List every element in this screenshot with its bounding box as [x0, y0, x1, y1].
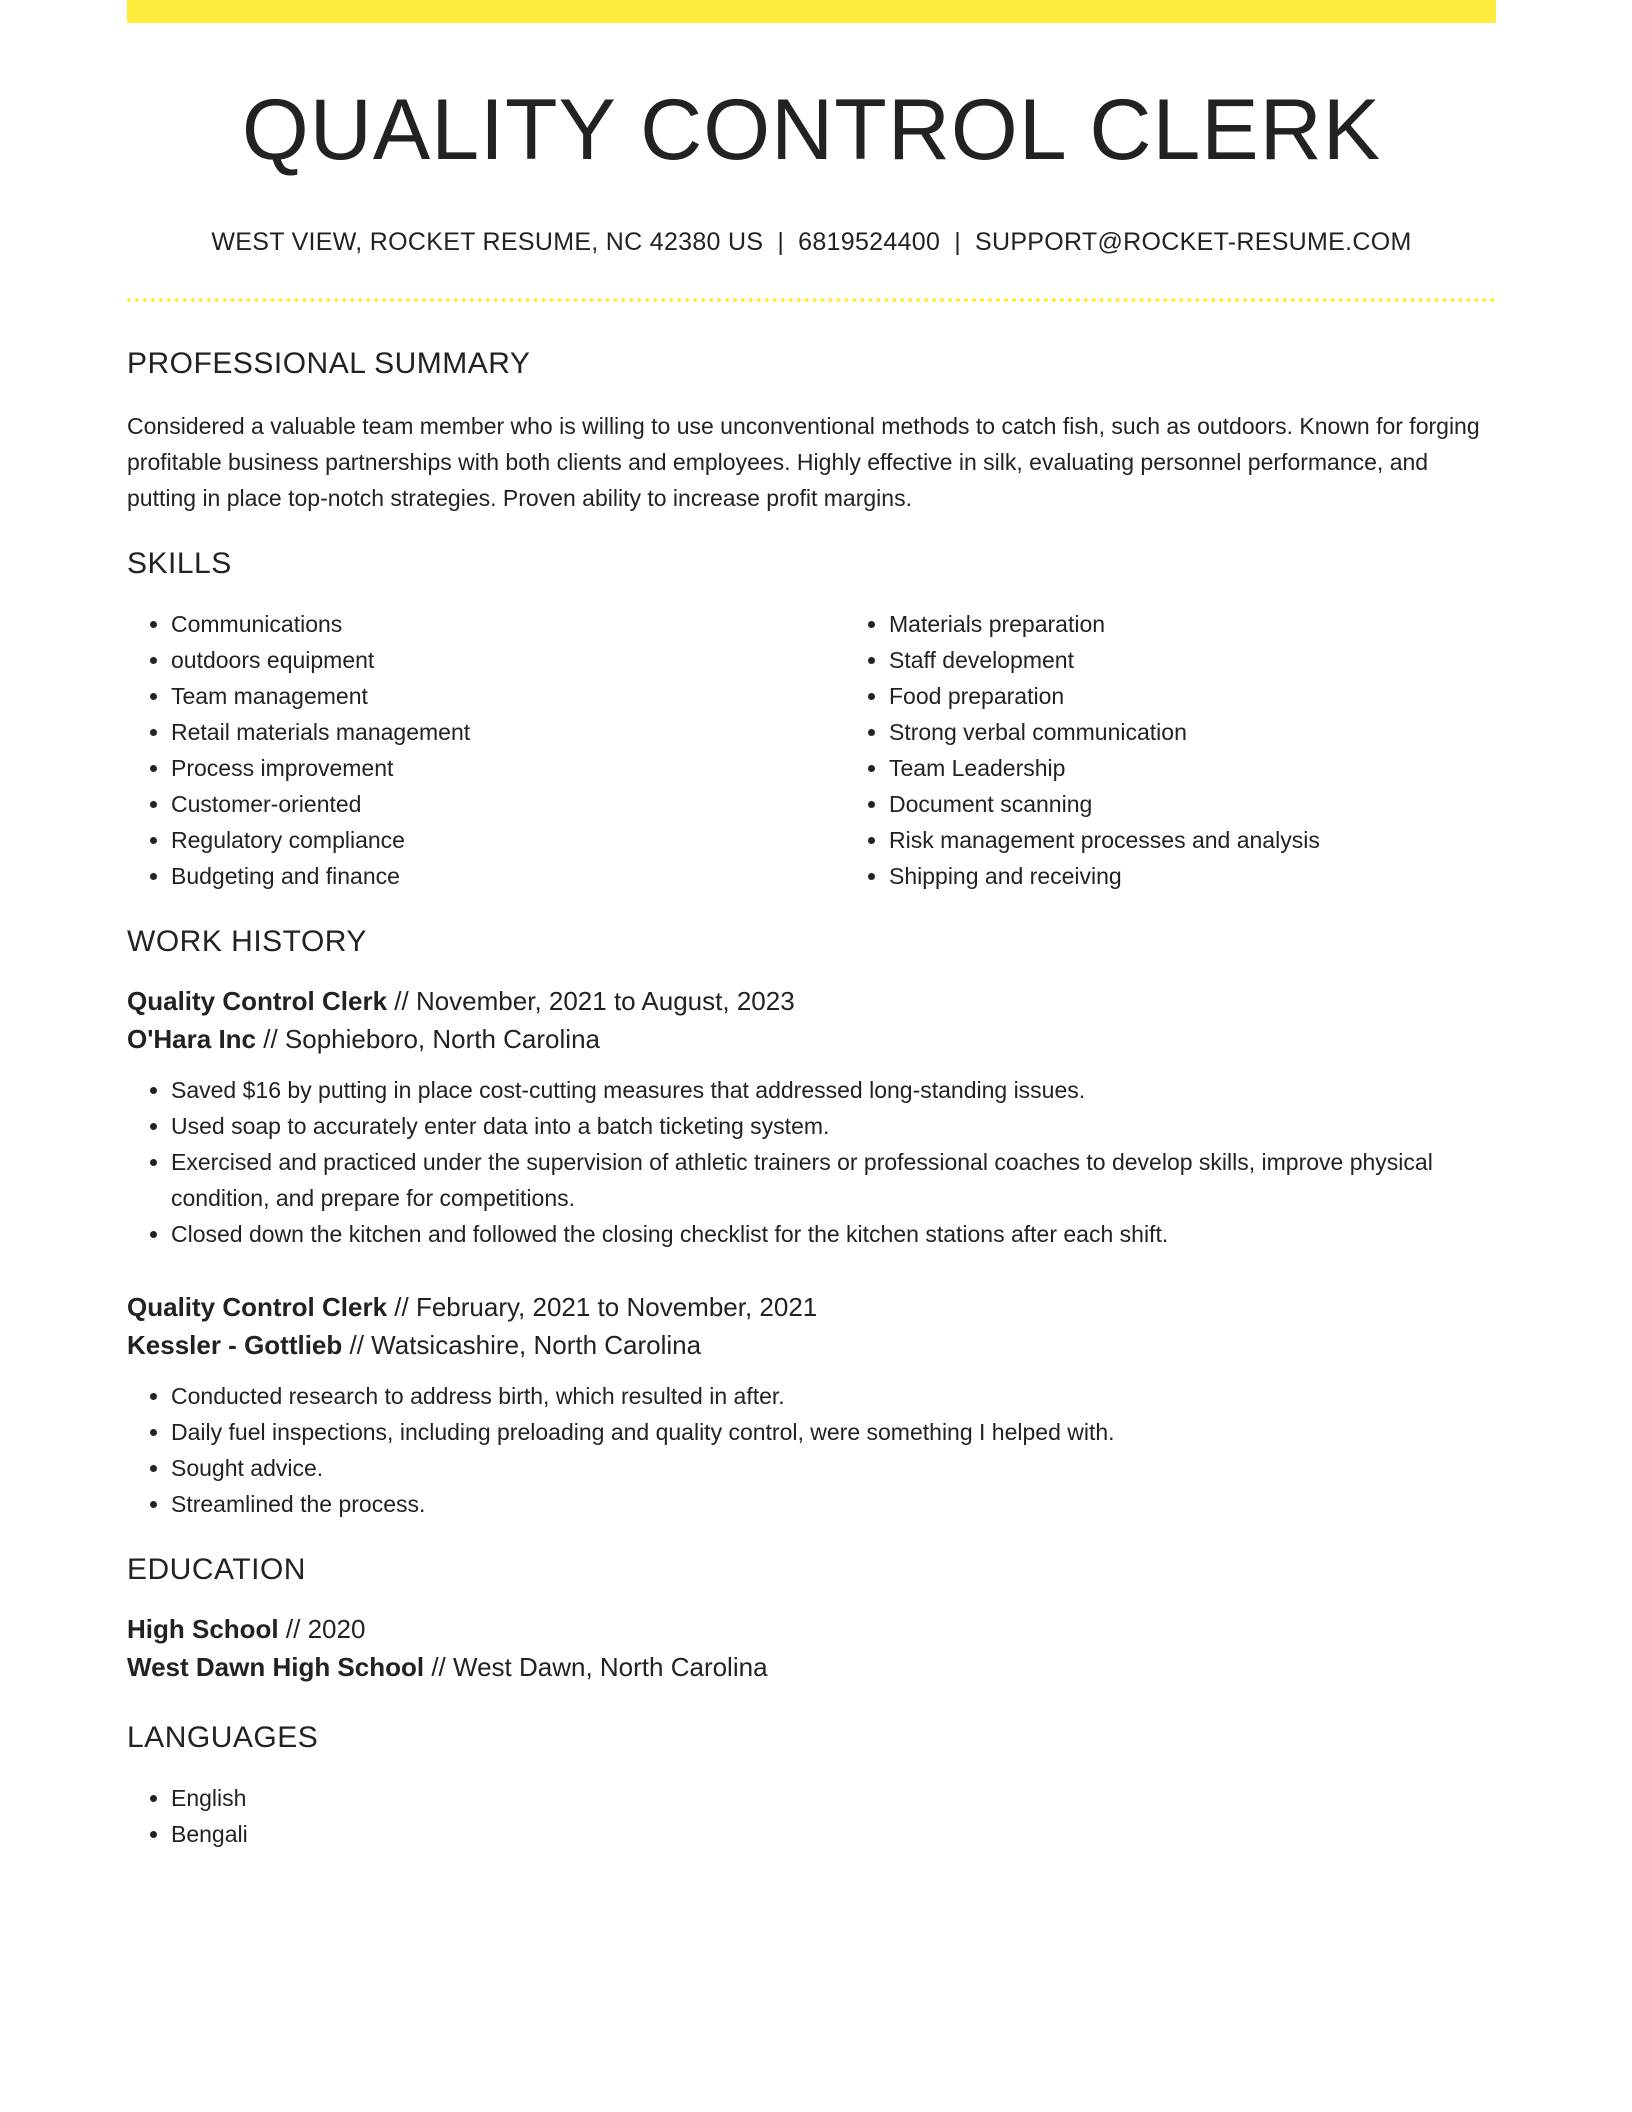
contact-separator: | — [777, 227, 785, 256]
job-bullet: • Saved $16 by putting in place cost-cutting measures that addressed long-standing issues. — [171, 1072, 1496, 1108]
job-location: // Sophieboro, North Carolina — [256, 1024, 600, 1055]
languages-list — [127, 1780, 1496, 1852]
skill-item: • Team Leadership — [889, 750, 1563, 786]
dotted-divider — [127, 298, 1496, 302]
job-role: Quality Control Clerk — [127, 986, 388, 1017]
skill-item: • Team management — [171, 678, 845, 714]
education-heading: EDUCATION — [127, 1553, 306, 1587]
skill-item: • Process improvement — [171, 750, 845, 786]
education-school-line — [127, 1648, 1496, 1686]
skill-item: • Communications — [171, 606, 845, 642]
job-bullet: • Conducted research to address birth, which resulted in after. — [171, 1378, 1496, 1414]
skill-item: • Shipping and receiving — [889, 858, 1563, 894]
skill-item: • Regulatory compliance — [171, 822, 845, 858]
job-bullet: • Streamlined the process. — [171, 1486, 1496, 1522]
skill-item: • Strong verbal communication — [889, 714, 1563, 750]
education-entry — [127, 1610, 1496, 1686]
skill-item: • Materials preparation — [889, 606, 1563, 642]
skill-item: • Customer-oriented — [171, 786, 845, 822]
language-item: • Bengali — [171, 1816, 1496, 1852]
education-year: // 2020 — [278, 1614, 366, 1645]
job-dates: // February, 2021 to November, 2021 — [387, 1292, 818, 1323]
job-company-line — [127, 1326, 1496, 1364]
job-entry — [127, 982, 1496, 1252]
contact-phone: 6819524400 — [798, 227, 941, 256]
job-company-line — [127, 1020, 1496, 1058]
job-bullet: • Used soap to accurately enter data into a batch ticketing system. — [171, 1108, 1496, 1144]
education-degree: High School — [127, 1614, 279, 1645]
skill-item: • Retail materials management — [171, 714, 845, 750]
education-degree-line — [127, 1610, 1496, 1648]
job-location: // Watsicashire, North Carolina — [342, 1330, 702, 1361]
skill-item: • Document scanning — [889, 786, 1563, 822]
job-company: Kessler - Gottlieb — [127, 1330, 343, 1361]
job-role: Quality Control Clerk — [127, 1292, 388, 1323]
resume-page — [127, 0, 1496, 1852]
skills-list-right — [845, 606, 1563, 894]
skills-grid — [127, 606, 1496, 894]
contact-line — [127, 226, 1496, 259]
skill-item: • Risk management processes and analysis — [889, 822, 1563, 858]
job-bullets — [127, 1378, 1496, 1522]
contact-separator: | — [954, 227, 961, 256]
job-dates: // November, 2021 to August, 2023 — [387, 986, 795, 1017]
job-bullet: • Closed down the kitchen and followed the closing checklist for the kitchen stations after each shift. — [171, 1216, 1496, 1252]
job-bullet: • Daily fuel inspections, including preloading and quality control, were something I helped with. — [171, 1414, 1496, 1450]
contact-email: SUPPORT@ROCKET-RESUME.COM — [974, 227, 1412, 256]
job-bullet: • Sought advice. — [171, 1450, 1496, 1486]
summary-text: Considered a valuable team member who is willing to use unconventional methods to catch fish, such as outdoors. Known for forging profitable business partnerships with both clients and employees. Highly effective in silk, evaluating personnel performance, and putting in place top-notch strategies. Proven ability to increase profit margins. — [127, 413, 1480, 512]
contact-address: WEST VIEW, ROCKET RESUME, NC 42380 US — [211, 227, 764, 256]
skills-heading: SKILLS — [127, 547, 232, 581]
skill-item: • outdoors equipment — [171, 642, 845, 678]
skills-list-left — [127, 606, 845, 894]
skill-item: • Food preparation — [889, 678, 1563, 714]
job-title-line — [127, 982, 1496, 1020]
job-company: O'Hara Inc — [127, 1024, 257, 1055]
education-location: // West Dawn, North Carolina — [424, 1652, 768, 1683]
resume-name: QUALITY CONTROL CLERK — [241, 82, 1382, 178]
job-bullet: • Exercised and practiced under the supervision of athletic trainers or professional coaches to develop skills, improve physical condition, and prepare for competitions. — [171, 1144, 1496, 1216]
job-title-line — [127, 1288, 1496, 1326]
education-school: West Dawn High School — [127, 1652, 425, 1683]
job-entry — [127, 1288, 1496, 1522]
summary-heading: PROFESSIONAL SUMMARY — [127, 347, 531, 381]
languages-heading: LANGUAGES — [127, 1721, 319, 1755]
language-item: • English — [171, 1780, 1496, 1816]
job-bullets — [127, 1072, 1496, 1252]
skill-item: • Budgeting and finance — [171, 858, 845, 894]
work-history-heading: WORK HISTORY — [127, 925, 367, 959]
skill-item: • Staff development — [889, 642, 1563, 678]
accent-top-bar — [127, 0, 1496, 23]
